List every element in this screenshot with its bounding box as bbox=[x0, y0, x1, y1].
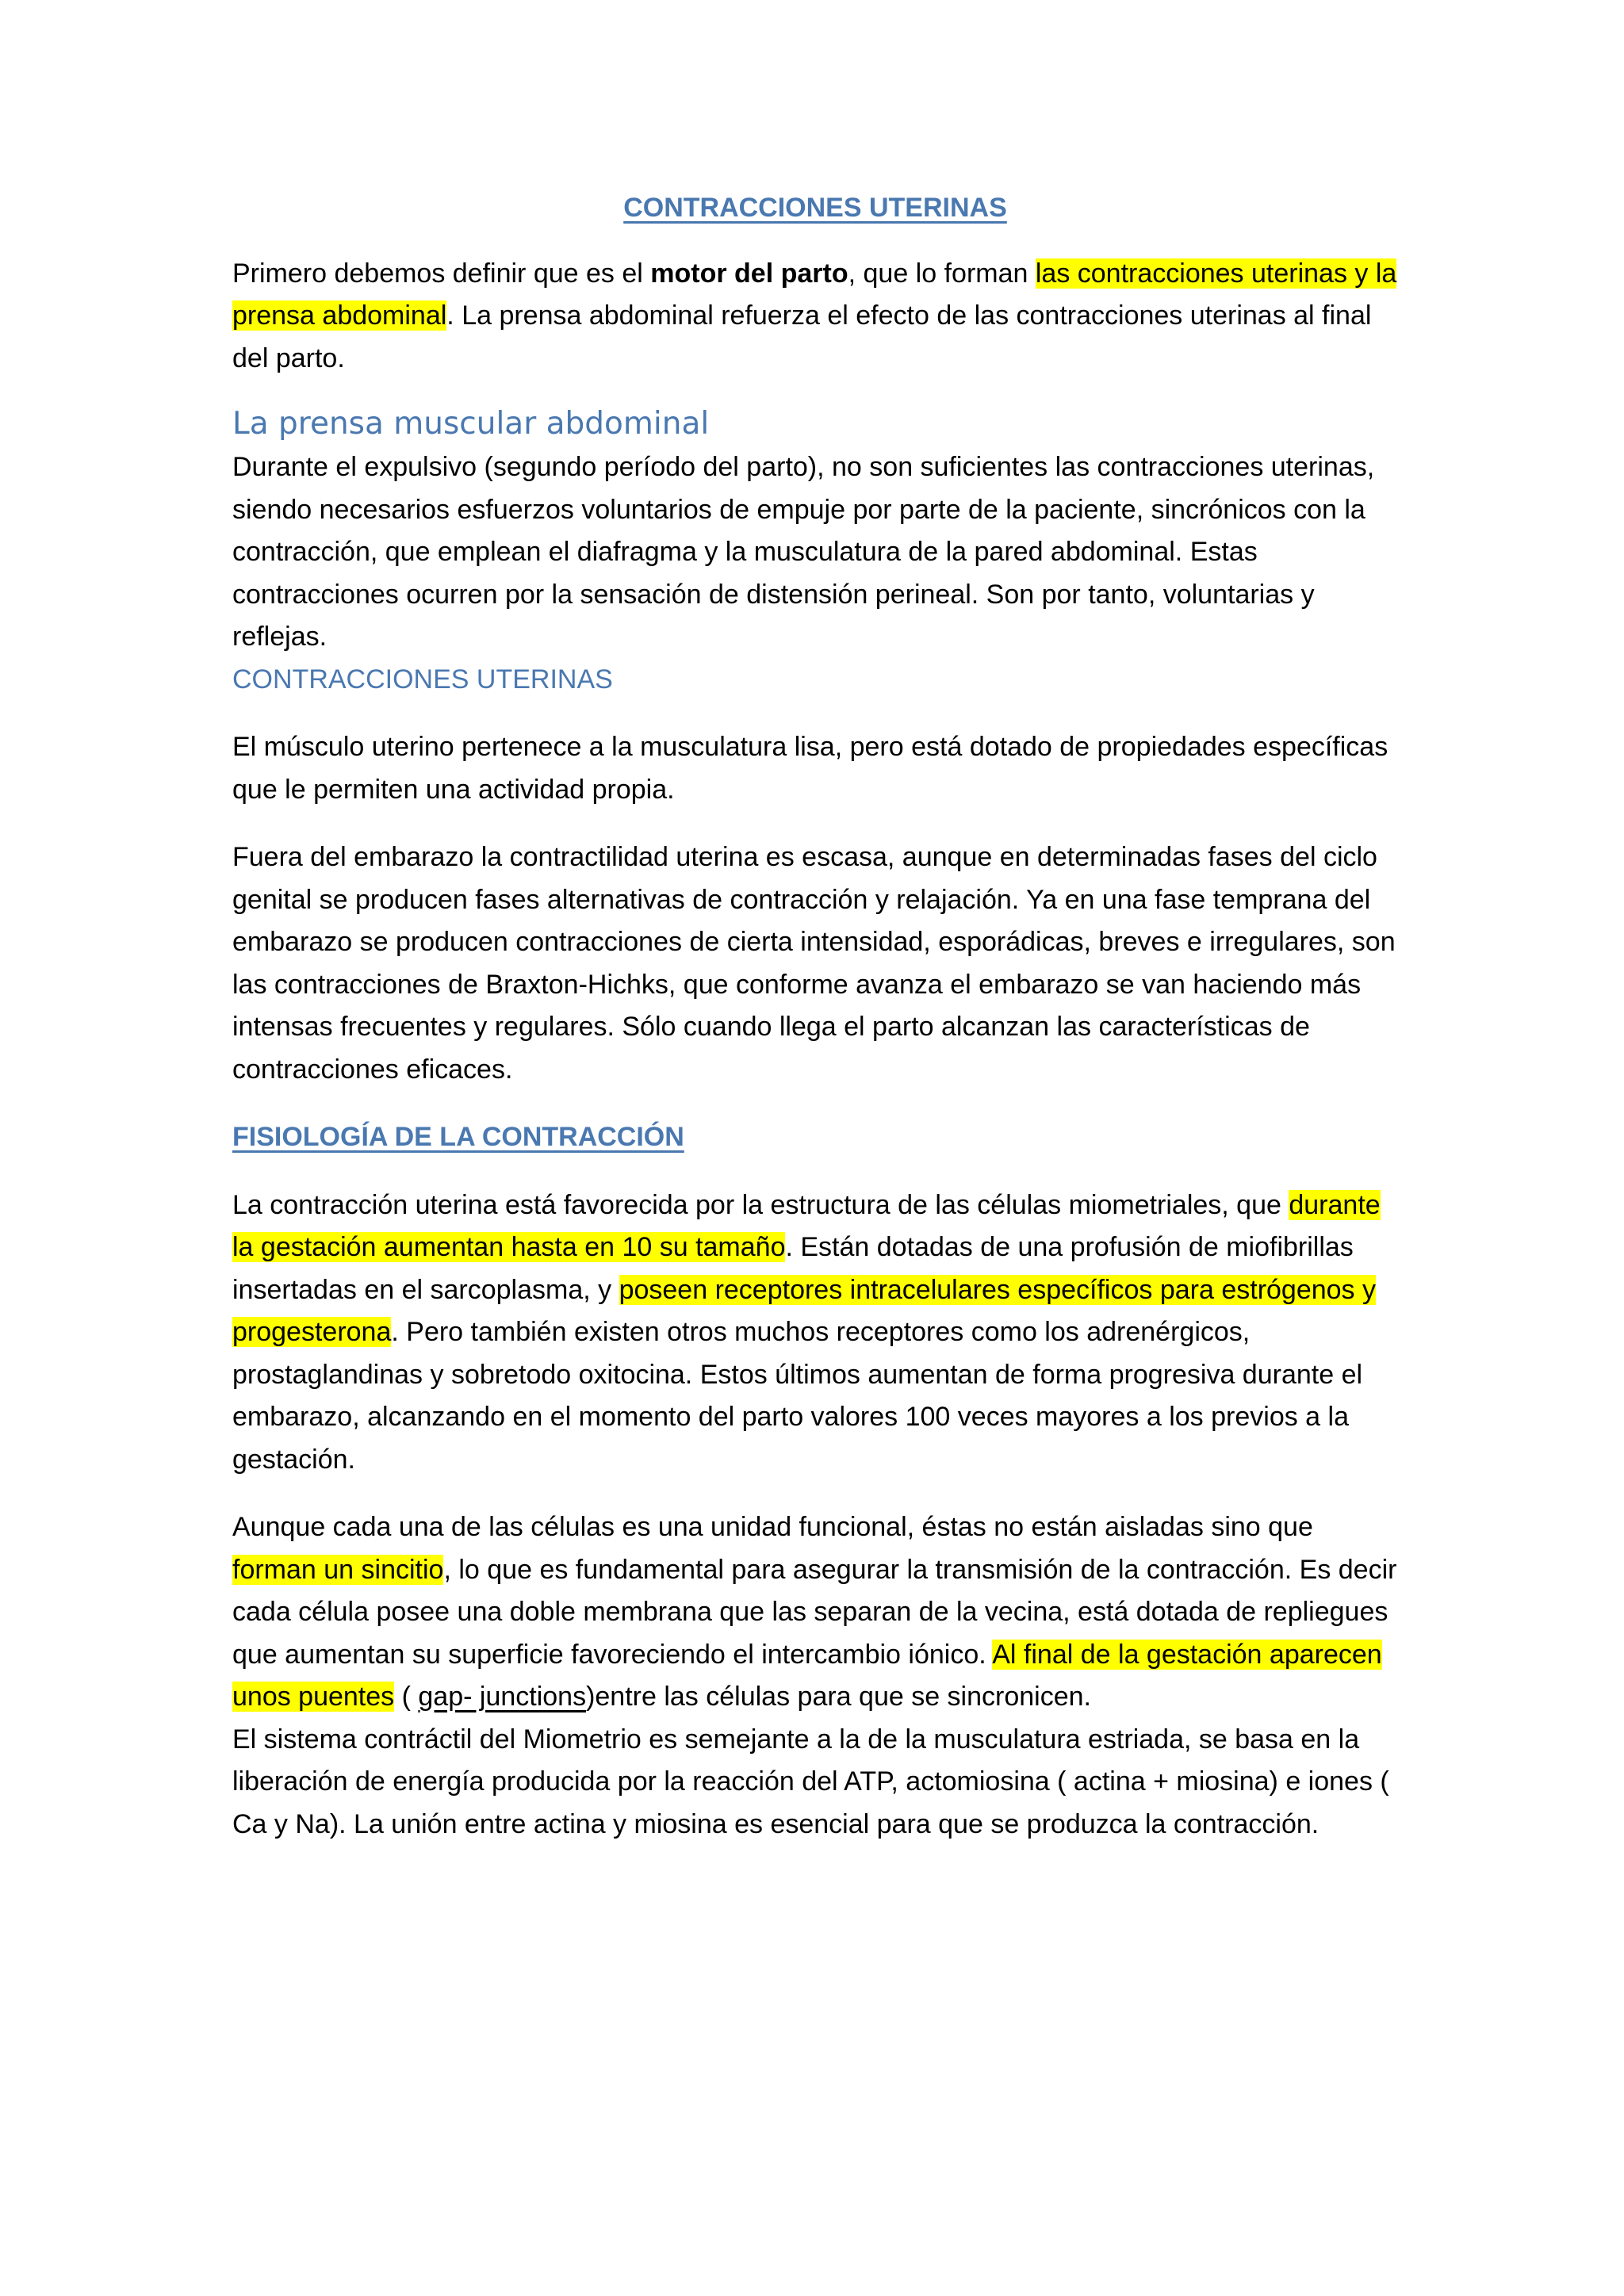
text-run: ( bbox=[394, 1682, 419, 1712]
text-run: , lo que es fundamental para asegurar la transmisión de la contracción. Es decir cada célula posee una doble membrana que las separan de la vecina, está dotada de repliegues que aumentan su superficie favoreciendo el intercambio iónico. bbox=[232, 1554, 1397, 1670]
text-run: Aunque cada una de las células es una unidad funcional, éstas no están aisladas sino que bbox=[232, 1512, 1313, 1542]
heading-fisiologia: FISIOLOGÍA DE LA CONTRACCIÓN bbox=[232, 1122, 684, 1152]
highlighted-text: Al final de la gestación aparecen unos puentes bbox=[232, 1639, 1382, 1712]
paragraph-celulas-miometriales bbox=[232, 1184, 1398, 1482]
text-run: . Pero también existen otros muchos receptores como los adrenérgicos, prostaglandinas y sobretodo oxitocina. Estos últimos aumentan de forma progresiva durante el embarazo, alcanzando en el momento del parto valores 100 veces mayores a los previos a la gestación. bbox=[232, 1317, 1363, 1475]
paragraph-fuera-del-embarazo: Fuera del embarazo la contractilidad uterina es escasa, aunque en determinadas fases del ciclo genital se producen fases alternativas de contracción y relajación. Ya en una fase temprana del embarazo se producen contracciones de cierta intensidad, esporádicas, breves e irregulares, son las contracciones de Braxton-Hichks, que conforme avanza el embarazo se van haciendo más intensas frecuentes y regulares. Sólo cuando llega el parto alcanzan las características de contracciones eficaces. bbox=[232, 842, 1396, 1085]
highlighted-text: poseen receptores intracelulares específicos para estrógenos y progesterona bbox=[232, 1274, 1377, 1347]
highlighted-text: forman un sincitio bbox=[232, 1554, 444, 1585]
text-run: , que lo forman bbox=[848, 258, 1036, 289]
paragraph-motor-del-parto bbox=[232, 253, 1398, 381]
underlined-term: gap- junctions bbox=[418, 1682, 587, 1712]
highlighted-text: las contracciones uterinas y la prensa abdominal bbox=[232, 258, 1397, 331]
text-run: . Están dotadas de una profusión de miofibrillas insertadas en el sarcoplasma, y bbox=[232, 1232, 1354, 1305]
bold-term: motor del parto bbox=[650, 258, 848, 289]
text-run: )entre las células para que se sincronicen. bbox=[586, 1682, 1091, 1712]
paragraph-sistema-contractil: El sistema contráctil del Miometrio es semejante a la de la musculatura estriada, se basa en la liberación de energía producida por la reacción del ATP, actomiosina ( actina + miosina) e iones ( Ca y Na). La unión entre actina y miosina es esencial para que se produzca la contracción. bbox=[232, 1724, 1389, 1839]
paragraph-expulsivo: Durante el expulsivo (segundo período del parto), no son suficientes las contracciones uterinas, siendo necesarios esfuerzos voluntarios de empuje por parte de la paciente, sincrónicos con la contracción, que emplean el diafragma y la musculatura de la pared abdominal. Estas contracciones ocurren por la sensación de distensión perineal. Son por tanto, voluntarias y reflejas. bbox=[232, 452, 1375, 652]
highlighted-text: durante la gestación aumentan hasta en 10 su tamaño bbox=[232, 1189, 1381, 1262]
text-run: . La prensa abdominal refuerza el efecto de las contracciones uterinas al final del parto. bbox=[232, 300, 1372, 373]
document-title: CONTRACCIONES UTERINAS bbox=[623, 193, 1007, 223]
document-body bbox=[232, 187, 1398, 1846]
heading-contracciones-uterinas: CONTRACCIONES UTERINAS bbox=[232, 664, 613, 695]
text-run: Primero debemos definir que es el bbox=[232, 258, 651, 289]
paragraph-sincitio bbox=[232, 1506, 1398, 1719]
text-run: La contracción uterina está favorecida por la estructura de las células miometriales, que bbox=[232, 1189, 1289, 1220]
paragraph-musculo-uterino: El músculo uterino pertenece a la musculatura lisa, pero está dotado de propiedades específicas que le permiten una actividad propia. bbox=[232, 732, 1388, 805]
heading-prensa-muscular: La prensa muscular abdominal bbox=[232, 406, 710, 442]
